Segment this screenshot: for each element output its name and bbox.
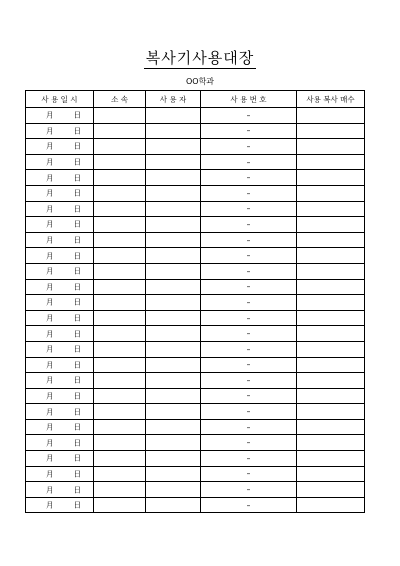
day-label: 日 <box>73 251 81 261</box>
day-label: 日 <box>73 438 81 448</box>
copy-count-cell[interactable] <box>297 139 365 155</box>
month-label: 月 <box>46 500 54 510</box>
day-label: 日 <box>73 422 81 432</box>
user-cell[interactable] <box>146 466 201 482</box>
affiliation-cell[interactable] <box>94 295 146 311</box>
table-row <box>26 248 365 264</box>
day-label: 日 <box>73 266 81 276</box>
user-cell[interactable] <box>146 154 201 170</box>
usage-number-dash: – <box>246 391 251 401</box>
affiliation-cell[interactable] <box>94 357 146 373</box>
date-cell[interactable] <box>26 170 94 186</box>
user-cell[interactable] <box>146 326 201 342</box>
header-date: 사 용 일 시 <box>26 91 94 108</box>
day-label: 日 <box>73 157 81 167</box>
table-row <box>26 310 365 326</box>
date-cell[interactable] <box>26 497 94 513</box>
header-usage-number: 사 용 번 호 <box>201 91 297 108</box>
date-cell[interactable] <box>26 295 94 311</box>
user-cell[interactable] <box>146 497 201 513</box>
month-label: 月 <box>46 453 54 463</box>
usage-number-cell[interactable] <box>201 279 297 295</box>
user-cell[interactable] <box>146 388 201 404</box>
date-cell[interactable] <box>26 341 94 357</box>
date-cell[interactable] <box>26 435 94 451</box>
table-row <box>26 341 365 357</box>
date-cell[interactable] <box>26 154 94 170</box>
affiliation-cell[interactable] <box>94 185 146 201</box>
user-cell[interactable] <box>146 419 201 435</box>
usage-number-cell[interactable] <box>201 419 297 435</box>
table-row <box>26 170 365 186</box>
month-label: 月 <box>46 391 54 401</box>
copy-count-cell[interactable] <box>297 123 365 139</box>
usage-number-dash: – <box>246 126 251 136</box>
affiliation-cell[interactable] <box>94 497 146 513</box>
affiliation-cell[interactable] <box>94 170 146 186</box>
table-row <box>26 279 365 295</box>
table-row <box>26 185 365 201</box>
month-label: 月 <box>46 375 54 385</box>
usage-number-dash: – <box>246 297 251 307</box>
day-label: 日 <box>73 282 81 292</box>
table-row <box>26 263 365 279</box>
usage-number-cell[interactable] <box>201 388 297 404</box>
day-label: 日 <box>73 110 81 120</box>
affiliation-cell[interactable] <box>94 388 146 404</box>
date-cell[interactable] <box>26 123 94 139</box>
user-cell[interactable] <box>146 248 201 264</box>
affiliation-cell[interactable] <box>94 279 146 295</box>
date-cell[interactable] <box>26 139 94 155</box>
table-row <box>26 451 365 467</box>
usage-number-dash: – <box>246 453 251 463</box>
usage-number-cell[interactable] <box>201 497 297 513</box>
usage-number-dash: – <box>246 344 251 354</box>
user-cell[interactable] <box>146 263 201 279</box>
date-cell[interactable] <box>26 404 94 420</box>
date-cell[interactable] <box>26 185 94 201</box>
table-row <box>26 217 365 233</box>
date-cell[interactable] <box>26 310 94 326</box>
affiliation-cell[interactable] <box>94 404 146 420</box>
copy-count-cell[interactable] <box>297 435 365 451</box>
date-cell[interactable] <box>26 263 94 279</box>
usage-number-dash: – <box>246 329 251 339</box>
month-label: 月 <box>46 251 54 261</box>
day-label: 日 <box>73 391 81 401</box>
table-row <box>26 482 365 498</box>
date-cell[interactable] <box>26 357 94 373</box>
table-row <box>26 388 365 404</box>
day-label: 日 <box>73 297 81 307</box>
affiliation-cell[interactable] <box>94 435 146 451</box>
month-label: 月 <box>46 422 54 432</box>
day-label: 日 <box>73 173 81 183</box>
usage-number-cell[interactable] <box>201 310 297 326</box>
usage-number-dash: – <box>246 360 251 370</box>
copier-usage-table <box>25 90 365 513</box>
usage-number-dash: – <box>246 438 251 448</box>
table-row <box>26 139 365 155</box>
table-row <box>26 435 365 451</box>
copy-count-cell[interactable] <box>297 263 365 279</box>
month-label: 月 <box>46 126 54 136</box>
user-cell[interactable] <box>146 201 201 217</box>
table-header-row <box>26 91 365 108</box>
date-cell[interactable] <box>26 248 94 264</box>
user-cell[interactable] <box>146 185 201 201</box>
day-label: 日 <box>73 375 81 385</box>
usage-number-cell[interactable] <box>201 123 297 139</box>
affiliation-cell[interactable] <box>94 419 146 435</box>
table-row <box>26 357 365 373</box>
date-cell[interactable] <box>26 373 94 389</box>
affiliation-cell[interactable] <box>94 108 146 124</box>
date-cell[interactable] <box>26 466 94 482</box>
affiliation-cell[interactable] <box>94 310 146 326</box>
affiliation-cell[interactable] <box>94 326 146 342</box>
user-cell[interactable] <box>146 217 201 233</box>
month-label: 月 <box>46 485 54 495</box>
usage-number-cell[interactable] <box>201 201 297 217</box>
copy-count-cell[interactable] <box>297 248 365 264</box>
month-label: 月 <box>46 188 54 198</box>
month-label: 月 <box>46 266 54 276</box>
day-label: 日 <box>73 235 81 245</box>
month-label: 月 <box>46 219 54 229</box>
affiliation-cell[interactable] <box>94 123 146 139</box>
copy-count-cell[interactable] <box>297 419 365 435</box>
usage-number-dash: – <box>246 407 251 417</box>
month-label: 月 <box>46 141 54 151</box>
usage-number-dash: – <box>246 282 251 292</box>
date-cell[interactable] <box>26 451 94 467</box>
date-cell[interactable] <box>26 108 94 124</box>
user-cell[interactable] <box>146 170 201 186</box>
usage-number-cell[interactable] <box>201 170 297 186</box>
usage-number-dash: – <box>246 251 251 261</box>
affiliation-cell[interactable] <box>94 248 146 264</box>
copy-count-cell[interactable] <box>297 201 365 217</box>
month-label: 月 <box>46 110 54 120</box>
usage-number-dash: – <box>246 313 251 323</box>
usage-number-dash: – <box>246 141 251 151</box>
usage-number-dash: – <box>246 157 251 167</box>
table-row <box>26 326 365 342</box>
month-label: 月 <box>46 329 54 339</box>
copy-count-cell[interactable] <box>297 482 365 498</box>
copy-count-cell[interactable] <box>297 232 365 248</box>
user-cell[interactable] <box>146 373 201 389</box>
user-cell[interactable] <box>146 279 201 295</box>
copy-count-cell[interactable] <box>297 217 365 233</box>
day-label: 日 <box>73 360 81 370</box>
user-cell[interactable] <box>146 232 201 248</box>
copy-count-cell[interactable] <box>297 357 365 373</box>
table-row <box>26 497 365 513</box>
usage-number-cell[interactable] <box>201 451 297 467</box>
day-label: 日 <box>73 141 81 151</box>
usage-number-dash: – <box>246 485 251 495</box>
usage-number-cell[interactable] <box>201 482 297 498</box>
usage-number-cell[interactable] <box>201 295 297 311</box>
affiliation-cell[interactable] <box>94 482 146 498</box>
day-label: 日 <box>73 500 81 510</box>
usage-number-cell[interactable] <box>201 373 297 389</box>
day-label: 日 <box>73 329 81 339</box>
affiliation-cell[interactable] <box>94 341 146 357</box>
usage-number-cell[interactable] <box>201 139 297 155</box>
copy-count-cell[interactable] <box>297 497 365 513</box>
table-row <box>26 108 365 124</box>
month-label: 月 <box>46 282 54 292</box>
usage-number-cell[interactable] <box>201 357 297 373</box>
day-label: 日 <box>73 219 81 229</box>
user-cell[interactable] <box>146 357 201 373</box>
usage-number-dash: – <box>246 219 251 229</box>
user-cell[interactable] <box>146 139 201 155</box>
header-affiliation: 소 속 <box>94 91 146 108</box>
usage-number-dash: – <box>246 266 251 276</box>
copy-count-cell[interactable] <box>297 295 365 311</box>
user-cell[interactable] <box>146 482 201 498</box>
usage-number-dash: – <box>246 500 251 510</box>
date-cell[interactable] <box>26 388 94 404</box>
copy-count-cell[interactable] <box>297 310 365 326</box>
user-cell[interactable] <box>146 295 201 311</box>
day-label: 日 <box>73 469 81 479</box>
usage-number-dash: – <box>246 173 251 183</box>
table-row <box>26 123 365 139</box>
day-label: 日 <box>73 313 81 323</box>
usage-number-cell[interactable] <box>201 185 297 201</box>
date-cell[interactable] <box>26 201 94 217</box>
affiliation-cell[interactable] <box>94 201 146 217</box>
copy-count-cell[interactable] <box>297 341 365 357</box>
affiliation-cell[interactable] <box>94 373 146 389</box>
copy-count-cell[interactable] <box>297 279 365 295</box>
usage-number-dash: – <box>246 110 251 120</box>
affiliation-cell[interactable] <box>94 263 146 279</box>
table-row <box>26 373 365 389</box>
header-copy-count: 사용 복사 매수 <box>297 91 365 108</box>
date-cell[interactable] <box>26 217 94 233</box>
month-label: 月 <box>46 344 54 354</box>
usage-number-cell[interactable] <box>201 248 297 264</box>
user-cell[interactable] <box>146 451 201 467</box>
date-cell[interactable] <box>26 419 94 435</box>
month-label: 月 <box>46 157 54 167</box>
copy-count-cell[interactable] <box>297 326 365 342</box>
usage-number-cell[interactable] <box>201 232 297 248</box>
usage-number-cell[interactable] <box>201 466 297 482</box>
copy-count-cell[interactable] <box>297 154 365 170</box>
copy-count-cell[interactable] <box>297 466 365 482</box>
table-row <box>26 419 365 435</box>
day-label: 日 <box>73 188 81 198</box>
user-cell[interactable] <box>146 310 201 326</box>
usage-number-cell[interactable] <box>201 341 297 357</box>
usage-number-dash: – <box>246 469 251 479</box>
table-row <box>26 201 365 217</box>
table-row <box>26 295 365 311</box>
copy-count-cell[interactable] <box>297 388 365 404</box>
usage-number-cell[interactable] <box>201 326 297 342</box>
user-cell[interactable] <box>146 341 201 357</box>
affiliation-cell[interactable] <box>94 466 146 482</box>
user-cell[interactable] <box>146 404 201 420</box>
table-row <box>26 404 365 420</box>
month-label: 月 <box>46 173 54 183</box>
page-title: 복사기사용대장 <box>145 49 255 67</box>
usage-number-cell[interactable] <box>201 263 297 279</box>
copy-count-cell[interactable] <box>297 451 365 467</box>
day-label: 日 <box>73 453 81 463</box>
usage-number-dash: – <box>246 204 251 214</box>
user-cell[interactable] <box>146 435 201 451</box>
affiliation-cell[interactable] <box>94 232 146 248</box>
date-cell[interactable] <box>26 326 94 342</box>
copy-count-cell[interactable] <box>297 373 365 389</box>
usage-number-cell[interactable] <box>201 404 297 420</box>
month-label: 月 <box>46 204 54 214</box>
affiliation-cell[interactable] <box>94 217 146 233</box>
month-label: 月 <box>46 360 54 370</box>
copy-count-cell[interactable] <box>297 185 365 201</box>
day-label: 日 <box>73 344 81 354</box>
affiliation-cell[interactable] <box>94 139 146 155</box>
date-cell[interactable] <box>26 279 94 295</box>
day-label: 日 <box>73 204 81 214</box>
usage-number-dash: – <box>246 235 251 245</box>
month-label: 月 <box>46 235 54 245</box>
month-label: 月 <box>46 438 54 448</box>
day-label: 日 <box>73 407 81 417</box>
month-label: 月 <box>46 297 54 307</box>
usage-number-dash: – <box>246 375 251 385</box>
copy-count-cell[interactable] <box>297 170 365 186</box>
date-cell[interactable] <box>26 482 94 498</box>
usage-number-cell[interactable] <box>201 154 297 170</box>
table-row <box>26 154 365 170</box>
table-row <box>26 466 365 482</box>
month-label: 月 <box>46 313 54 323</box>
user-cell[interactable] <box>146 123 201 139</box>
affiliation-cell[interactable] <box>94 451 146 467</box>
month-label: 月 <box>46 407 54 417</box>
usage-number-cell[interactable] <box>201 217 297 233</box>
copy-count-cell[interactable] <box>297 108 365 124</box>
department-label: OO학과 <box>185 77 215 86</box>
affiliation-cell[interactable] <box>94 154 146 170</box>
usage-number-dash: – <box>246 422 251 432</box>
date-cell[interactable] <box>26 232 94 248</box>
user-cell[interactable] <box>146 108 201 124</box>
header-user: 사 용 자 <box>146 91 201 108</box>
copy-count-cell[interactable] <box>297 404 365 420</box>
day-label: 日 <box>73 126 81 136</box>
usage-number-cell[interactable] <box>201 108 297 124</box>
month-label: 月 <box>46 469 54 479</box>
usage-number-dash: – <box>246 188 251 198</box>
usage-number-cell[interactable] <box>201 435 297 451</box>
day-label: 日 <box>73 485 81 495</box>
table-row <box>26 232 365 248</box>
